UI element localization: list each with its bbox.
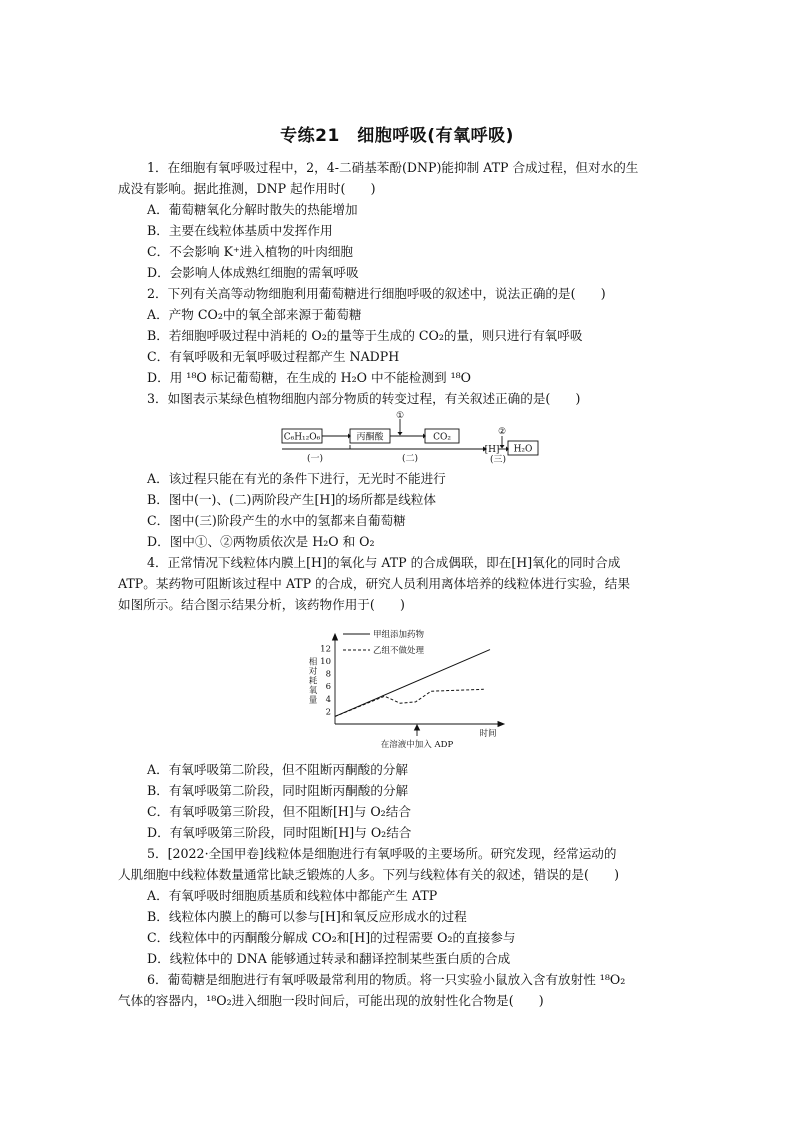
y-axis-arrow [333, 634, 338, 640]
y-tick-label: 8 [325, 669, 331, 680]
question-4-option-a: A．有氧呼吸第二阶段，但不阻断丙酮酸的分解 [147, 762, 408, 777]
question-2-option-b: B．若细胞呼吸过程中消耗的 O₂的量等于生成的 CO₂的量，则只进行有氧呼吸 [147, 328, 583, 343]
stage-3-label: (三) [489, 455, 507, 465]
question-5-line-2: 人肌细胞中线粒体数量通常比缺乏锻炼的人多。下列与线粒体有关的叙述，错误的是( ) [118, 867, 619, 882]
question-5-option-a: A．有氧呼吸时细胞质基质和线粒体中都能产生 ATP [147, 888, 438, 903]
question-4-line-1: 4．正常情况下线粒体内膜上[H]的氧化与 ATP 的合成偶联，即在[H]氧化的同时合成 [147, 555, 621, 570]
y-tick-label: 4 [325, 694, 331, 705]
y-tick-label: 10 [320, 656, 331, 667]
mark-1: ① [395, 411, 405, 421]
arrowhead-3 [398, 432, 403, 436]
question-4-line-2: ATP。某药物可阻断该过程中 ATP 的合成，研究人员利用离体培养的线粒体进行实验，结果 [118, 576, 630, 591]
legend-dashed-label: 乙组不做处理 [373, 646, 425, 656]
question-6-line-2: 气体的容器内，¹⁸O₂进入细胞一段时间后，可能出现的放射性化合物是( ) [118, 993, 544, 1008]
respiration-pathway-diagram [280, 409, 542, 465]
question-4-option-c: C．有氧呼吸第三阶段，但不阻断[H]与 O₂结合 [147, 804, 411, 819]
question-3-line-1: 3．如图表示某绿色植物细胞内部分物质的转变过程，有关叙述正确的是( ) [147, 391, 581, 406]
oxygen-consumption-chart [300, 624, 520, 752]
arrowhead-1 [348, 434, 351, 439]
question-1-line-1: 1．在细胞有氧呼吸过程中，2，4-二硝基苯酚(DNP)能抑制 ATP 合成过程，但对水的生 [147, 160, 639, 175]
x-axis-arrow [498, 722, 504, 727]
question-3-option-d: D．图中①、②两物质依次是 H₂O 和 O₂ [147, 534, 375, 549]
question-4-option-b: B．有氧呼吸第二阶段，同时阻断丙酮酸的分解 [147, 783, 409, 798]
question-3-option-c: C．图中(三)阶段产生的水中的氢都来自葡萄糖 [147, 513, 406, 528]
question-2-option-c: C．有氧呼吸和无氧呼吸过程都产生 NADPH [147, 349, 400, 364]
y-tick-label: 12 [320, 644, 331, 655]
pyruvate-label: 丙酮酸 [356, 432, 384, 443]
x-axis-label: 时间 [479, 729, 497, 739]
stage-1-label: (一) [306, 454, 324, 464]
h-label: [H] [484, 445, 500, 455]
question-2-option-a: A．产物 CO₂中的氧全部来源于葡萄糖 [147, 307, 362, 322]
mark-2: ② [497, 427, 507, 437]
question-3-option-a: A．该过程只能在有光的条件下进行，无光时不能进行 [147, 471, 446, 486]
question-5-option-d: D．线粒体中的 DNA 能够通过转录和翻译控制某些蛋白质的合成 [147, 951, 511, 966]
question-1-line-2: 成没有影响。据此推测，DNP 起作用时( ) [118, 181, 376, 196]
question-2-option-d: D．用 ¹⁸O 标记葡萄糖，在生成的 H₂O 中不能检测到 ¹⁸O [147, 370, 472, 385]
series-line-1 [335, 650, 490, 717]
adp-arrow-head [415, 725, 420, 730]
arrowhead-5 [506, 447, 509, 452]
stage-2-label: (二) [401, 454, 419, 464]
adp-annotation: 在溶液中加入 ADP [380, 740, 454, 750]
arrowhead-2 [423, 434, 426, 439]
y-tick-label: 6 [325, 682, 331, 693]
question-4-line-3: 如图所示。结合图示结果分析，该药物作用于( ) [118, 597, 405, 612]
question-3-option-b: B．图中(一)、(二)两阶段产生[H]的场所都是线粒体 [147, 492, 436, 507]
glucose-label: C₆H₁₂O₆ [283, 432, 321, 443]
series-line-2 [335, 689, 484, 716]
y-axis-label: 相对耗氧量 [307, 657, 317, 705]
question-1-option-a: A．葡萄糖氧化分解时散失的热能增加 [147, 202, 358, 217]
question-1-option-c: C．不会影响 K⁺进入植物的叶肉细胞 [147, 244, 354, 259]
y-tick-label: 2 [325, 707, 331, 718]
h2o-label: H₂O [513, 444, 533, 455]
question-4-option-d: D．有氧呼吸第三阶段，同时阻断[H]与 O₂结合 [147, 825, 412, 840]
question-6-line-1: 6．葡萄糖是细胞进行有氧呼吸最常利用的物质。将一只实验小鼠放入含有放射性 ¹⁸O₂ [147, 972, 626, 987]
page-title: 专练21 细胞呼吸(有氧呼吸) [280, 126, 514, 146]
question-2-line-1: 2．下列有关高等动物细胞利用葡萄糖进行细胞呼吸的叙述中，说法正确的是( ) [147, 286, 606, 301]
co2-label: CO₂ [433, 432, 451, 443]
question-5-option-b: B．线粒体内膜上的酶可以参与[H]和氧反应形成水的过程 [147, 909, 467, 924]
question-1-option-d: D．会影响人体成熟红细胞的需氧呼吸 [147, 265, 359, 280]
legend-solid-label: 甲组添加药物 [373, 630, 425, 640]
question-1-option-b: B．主要在线粒体基质中发挥作用 [147, 223, 333, 238]
question-5-line-1: 5．[2022·全国甲卷]线粒体是细胞进行有氧呼吸的主要场所。研究发现，经常运动的 [147, 846, 617, 861]
question-5-option-c: C．线粒体中的丙酮酸分解成 CO₂和[H]的过程需要 O₂的直接参与 [147, 930, 516, 945]
arrowhead-6 [500, 445, 505, 449]
